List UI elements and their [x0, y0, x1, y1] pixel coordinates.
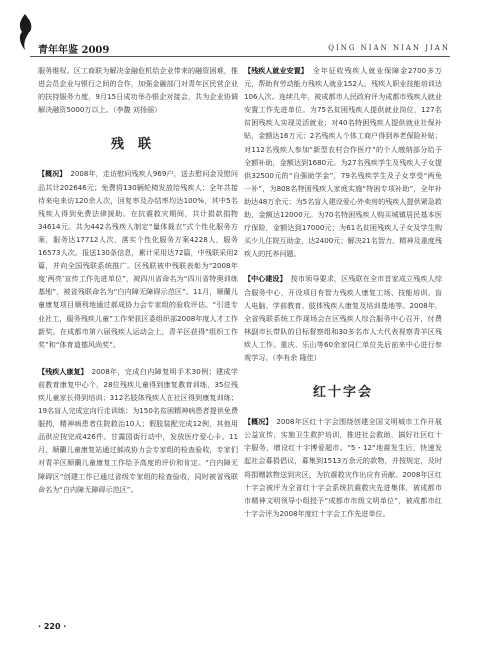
header-title: 青年年鉴 2009 — [38, 45, 110, 56]
right-column — [244, 64, 442, 520]
paragraph-center-construction — [244, 272, 442, 364]
header-rule — [30, 56, 450, 57]
header-pinyin-title: QING NIAN NIAN JIAN — [328, 44, 450, 52]
paragraph-text: 2008年，走访慰问残疾人969户，送去慰问金及慰问品共计202646元；免费将130辆轮椅发放给残疾人；全年共接待来电来访120余人次，回复率及办结率均达100%，其中5名残疾人得到免费法律援助。在抗震救灾期间，共计捐款捐物34614元。共为442名残疾人制定“量体裁衣”式个性化服务方案，服务达17712人次，落实个性化服务方案4228人，服务16573人次。报送130条信息，累计采用达72篇，中残联采用2篇，并向全国残联系统推广。区残联被中残联表彰为“2008年度‘两亮’宣传工作先进单位”，被四川省命名为“四川省特奥训练基地”，被省残联命名为“白内障无障碍示范区”。11月，顺蘭儿童康复项目顺利地通过郝成协力会专家组的验收评估。“引进专业社工，服务残疾儿童”工作荣获区委组织部2008年度人才工作新奖。在成都市第六届残疾人运动会上，青羊区获得“组织工作奖”和“体育道德风尚奖”。 — [38, 169, 238, 349]
paragraph-rehabilitation — [38, 365, 238, 496]
paragraph-text: 全年征收残疾人就业保障金2700多万元，帮助有劳动能力残疾人就业152人，残疾人职业技能培训达106人次。连续几年，被成都市人民政府评为成都市残疾人就业安置工作先进单位。为75名贫困残疾人提供就业岗位，127名贫困残疾人实现灵活就业；对40名特困残疾人提供就业社保补贴，金额达16万元；2名残疾人个体工商户得到养老保险补贴；对112名残疾人参加“新型农村合作医疗”的个人缴纳部分给予全额补助，金额达到1680元。为27名残疾学生及残疾人子女提供32500元的“自强助学金”，79名残疾学生及子女享受“两免一补”，为808名特困残疾人家庭实施“特困专项补助”，全年补助达48万余元；为5名盲人建设爱心外卖房的残疾人提供紧急救助，金额达12000元。为70名特困残疾人购买城镇居民基本医疗保险，金额达到17000元；为61名贫困残疾人子女及学生购买少儿住院互助金，达2400元；解决21名智力、精神及重度残疾人的托养问题。 — [244, 66, 442, 259]
paragraph-text: 按市领导要求，区残联在全市首家成立残疾人综合服务中心，开设项目有智力残疾人康复工场、技能培训、盲人电脑、学前教育、肢体残疾人康复及培训基地等。2008年，全省残联系统工作现场会在区残疾人综合服务中心召开，付费林副市长带队的目标督察组和30多名市人大代表视察青羊区残疾人工作。重庆、乐山等60余家同仁单位先后前来中心进行参观学习。（李有余 隆佳） — [244, 274, 442, 362]
paragraph-text: 2008年区红十字会围绕创建全国文明城市工作开展公益宣传，实施卫生救护培训，推进社会救助，搞好社区红十字服务，增设红十字博爱超市。“5・12”地震发生后，快速发起社会募捐倡议，募集到1513万余元的款物，并按规定，及时将捐赠款物送到灾区，为抗震救灾作出应有贡献。2008年区红十字会被评为全省红十字会系统抗震救灾先进集体，被成都市市精神文明领导小组授予“成都市市级文明单位”，被成都市红十字会评为2008年度红十字会工作先进单位。 — [244, 417, 442, 518]
paragraph-tag: 【中心建设】 — [244, 274, 287, 284]
paragraph-employment — [244, 64, 442, 260]
paragraph-tag: 【概况】 — [244, 417, 273, 427]
paragraph-tag: 【残疾人康复】 — [38, 366, 88, 376]
paragraph-service-rights: 服务维权。区工商联为解决金融危机给企业带来的融资困难，推进会员企业与银行之间的合作，加强金融部门对青年区民营企业的扶持服务力度，9月15日成功举办银企对接会，共为企业协调解决融资5000万以上。（李馥 刘扬丽） — [38, 66, 238, 115]
yearbook-logo-icon — [14, 12, 36, 52]
paragraph-overview — [38, 167, 238, 350]
left-column — [38, 64, 238, 496]
section-title-disabled-federation: 残联 — [110, 137, 165, 153]
page-header — [0, 0, 480, 58]
paragraph-tag: 【残疾人就业安置】 — [244, 66, 308, 75]
page-number: · 220 · — [38, 622, 67, 631]
section-title-red-cross: 红十字会 — [312, 385, 373, 401]
paragraph-text: 2008年，完成白内障复明手术30例；建成学前教育康复中心个，28位残疾儿童得到康复教育训练，35位残疾儿童家长得到培训；312名肢体残疾人在社区得到康复训练；19名盲人完成定向行走训练；为150名贫困精神病患者提供免费服药，精神病患者住院救治10人；假肢装配完成12例，其他用品供应按完成426件。甘露园街行动中，发放医疗爱心卡。11月，顺蘭儿童康复站通过郝成协力会专家组的检查验收，专家们对青羊区顺蘭儿童康复工作给予高度的评价和肯定。“白内障无障碍区”创建工作已通过省级专家组的检查验收，同时被省残联命名为“白内障无障碍示范区”。 — [38, 366, 238, 494]
paragraph-tag: 【概况】 — [38, 169, 67, 179]
paragraph-red-cross-overview — [244, 415, 442, 520]
